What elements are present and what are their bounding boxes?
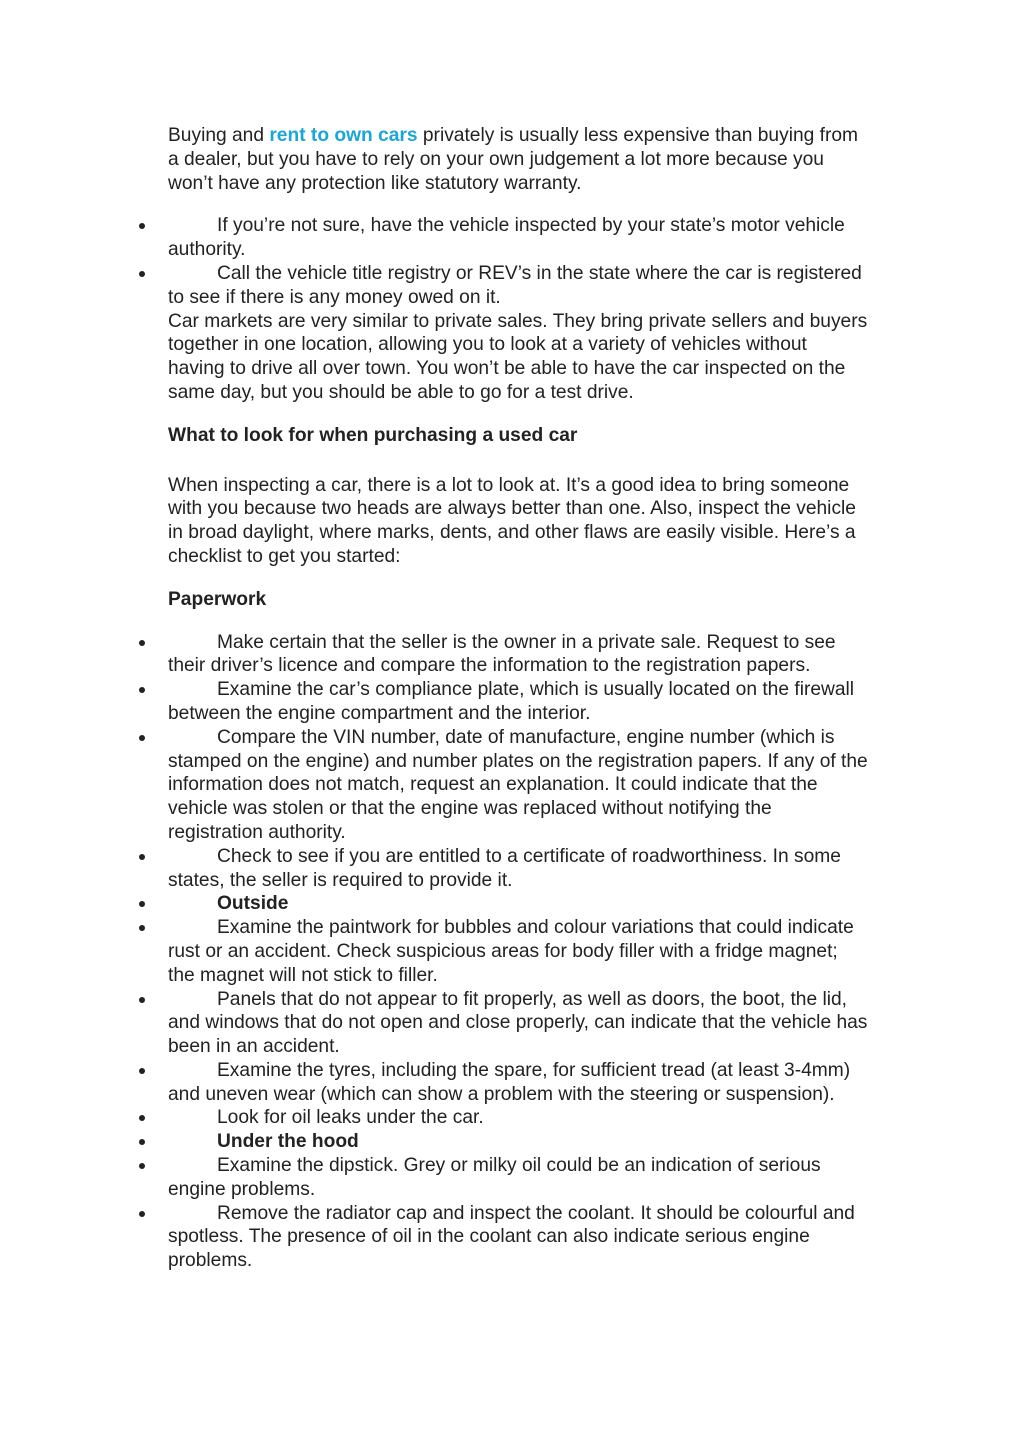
list-item <box>168 1106 868 1130</box>
list-item <box>168 916 868 987</box>
list-item <box>168 1202 868 1273</box>
bullet-dot-icon <box>139 687 145 693</box>
intro-suffix: privately is usually less expensive than buying from a dealer, but you have to rely on your own judgement a lot more because you won’t have any protection like statutory warranty. <box>168 125 859 194</box>
list-item <box>168 678 868 726</box>
document-page <box>168 124 868 1273</box>
list-item-text: Check to see if you are entitled to a certificate of roadworthiness. In some states, the seller is required to provide it. <box>168 845 841 891</box>
list-item <box>168 892 868 916</box>
bullet-list-checklist <box>168 631 868 1274</box>
bullet-dot-icon <box>139 223 145 229</box>
list-item-text: Remove the radiator cap and inspect the coolant. It should be colourful and spotless. The presence of oil in the coolant can also indicate serious engine problems. <box>168 1202 855 1272</box>
list-item <box>168 845 868 893</box>
bullet-dot-icon <box>139 997 145 1003</box>
list-item-text: Call the vehicle title registry or REV’s in the state where the car is registered to see if there is any money owed on it. <box>168 262 862 308</box>
list-item-text: If you’re not sure, have the vehicle inspected by your state’s motor vehicle authority. <box>168 215 845 261</box>
list-item <box>168 262 868 310</box>
heading-paperwork: Paperwork <box>168 588 267 610</box>
bullet-dot-icon <box>139 271 145 277</box>
list-item-text: Examine the paintwork for bubbles and colour variations that could indicate rust or an accident. Check suspicious areas for body filler with a fridge magnet; the magnet will not stick to filler. <box>168 917 854 986</box>
list-item <box>168 726 868 845</box>
list-subheading: Outside <box>217 893 289 915</box>
bullet-dot-icon <box>139 1068 145 1074</box>
list-item <box>168 214 868 262</box>
bullet-dot-icon <box>139 854 145 860</box>
intro-paragraph <box>168 124 868 195</box>
intro-prefix: Buying and <box>168 125 270 146</box>
list-subheading: Under the hood <box>217 1131 359 1153</box>
car-markets-paragraph: Car markets are very similar to private sales. They bring private sellers and buyers together in one location, allowing you to look at a variety of vehicles without having to drive all over town. You won’t be able to have the car inspected on the same day, but you should be able to go for a test drive. <box>168 310 868 403</box>
list-item <box>168 1130 868 1154</box>
list-item-text: Examine the car’s compliance plate, which is usually located on the firewall between the engine compartment and the interior. <box>168 679 855 724</box>
inspect-paragraph: When inspecting a car, there is a lot to look at. It’s a good idea to bring someone with you because two heads are always better than one. Also, inspect the vehicle in broad daylight, where marks, dents, and other flaws are easily visible. Here’s a checklist to get you started: <box>168 474 856 567</box>
bullet-dot-icon <box>139 1163 145 1169</box>
bullet-dot-icon <box>139 735 145 741</box>
list-item-text: Panels that do not appear to fit properly, as well as doors, the boot, the lid, and windows that do not open and close properly, can indicate that the vehicle has been in an accident. <box>168 988 868 1058</box>
bullet-dot-icon <box>139 640 145 646</box>
list-item-text: Compare the VIN number, date of manufacture, engine number (which is stamped on the engine) and number plates on the registration papers. If any of the information does not match, request an explanation. It could indicate that the vehicle was stolen or that the engine was replaced without notifying the registration authority. <box>168 726 868 843</box>
list-item <box>168 1059 868 1107</box>
bullet-dot-icon <box>139 1139 145 1145</box>
list-item <box>168 988 868 1059</box>
heading-what-to-look-for: What to look for when purchasing a used car <box>168 424 578 446</box>
bullet-dot-icon <box>139 1115 145 1121</box>
list-item-text: Look for oil leaks under the car. <box>217 1107 484 1129</box>
list-item <box>168 1154 868 1202</box>
rent-to-own-cars-link[interactable]: rent to own cars <box>269 125 418 146</box>
bullet-dot-icon <box>139 925 145 931</box>
list-item-text: Examine the tyres, including the spare, for sufficient tread (at least 3-4mm) and uneven wear (which can show a problem with the steering or suspension). <box>168 1059 851 1105</box>
list-item <box>168 631 868 679</box>
list-item-text: Make certain that the seller is the owner in a private sale. Request to see their driver’s licence and compare the information to the registration papers. <box>168 631 836 677</box>
bullet-list-inspection <box>168 214 868 309</box>
list-item-text: Examine the dipstick. Grey or milky oil could be an indication of serious engine problems. <box>168 1155 821 1200</box>
bullet-dot-icon <box>139 1211 145 1217</box>
bullet-dot-icon <box>139 901 145 907</box>
